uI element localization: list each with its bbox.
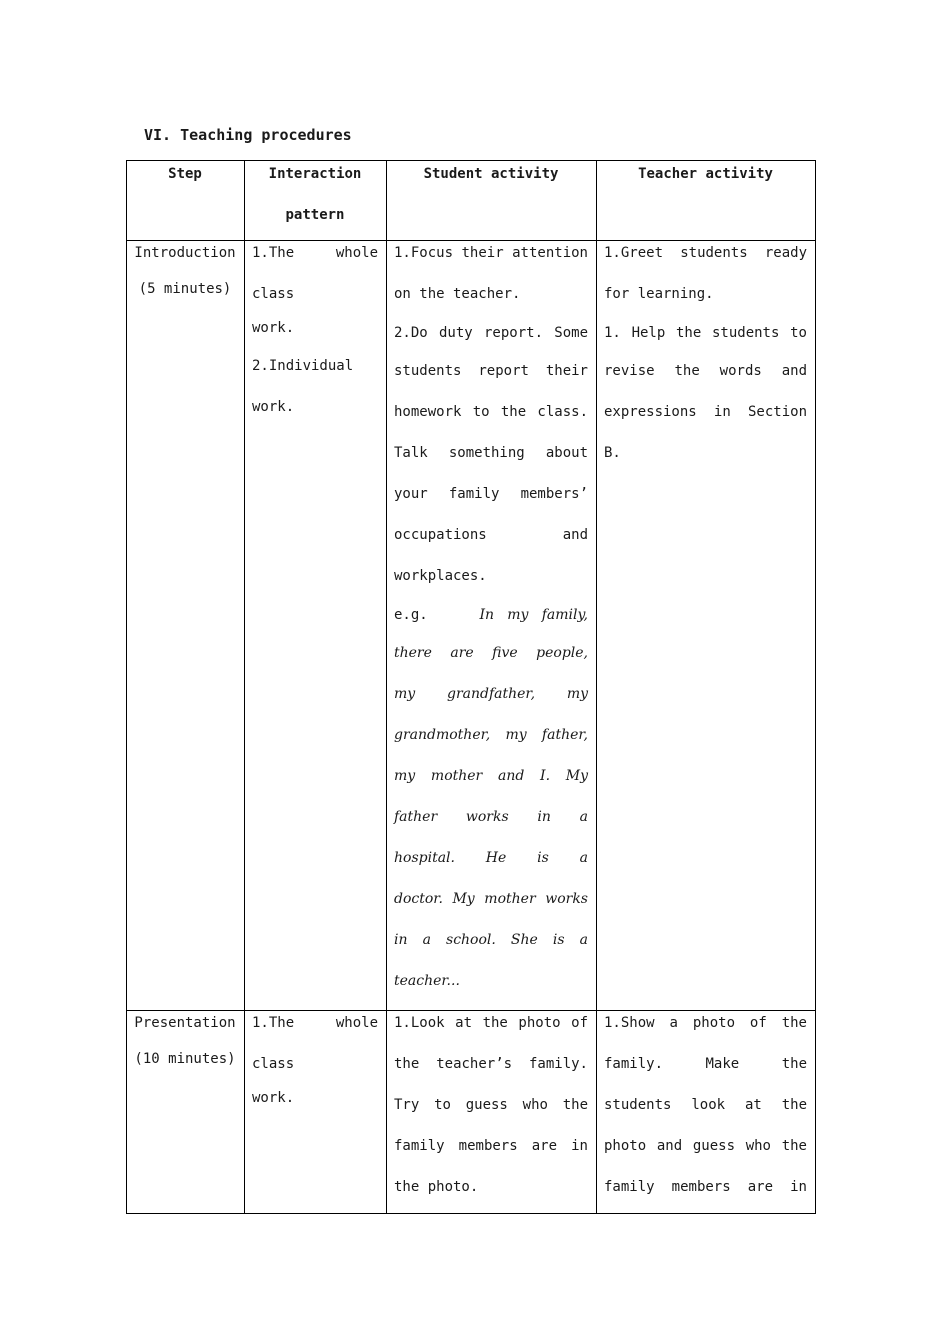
teacher-line: family members are in xyxy=(604,1179,807,1195)
table-row-presentation-interaction xyxy=(244,1003,386,1116)
teacher-line: students look at the xyxy=(604,1097,807,1113)
student-line: occupations and xyxy=(394,527,588,543)
example-line: in a school. She is a xyxy=(394,932,588,948)
table-row-introduction-teacher xyxy=(596,233,815,474)
teacher-line: revise the words and xyxy=(604,363,807,379)
teacher-line: 1. Help the students to xyxy=(604,325,807,341)
teaching-procedures-table xyxy=(126,160,816,1214)
header-teacher-label: Teacher activity xyxy=(638,166,773,182)
student-line: students report their xyxy=(394,363,588,379)
example-line: teacher... xyxy=(394,973,460,989)
student-line: homework to the class. xyxy=(394,404,588,420)
header-step-label: Step xyxy=(168,166,202,182)
example-text: In my family, xyxy=(479,607,588,623)
interaction-line: 1.The whole xyxy=(252,1015,378,1031)
example-marker: e.g. xyxy=(394,607,428,623)
teacher-line: family. Make the xyxy=(604,1056,807,1072)
example-first-line xyxy=(394,597,588,633)
header-student xyxy=(386,154,596,195)
table-row-presentation-step xyxy=(126,1005,244,1077)
student-line: the teacher’s family. xyxy=(394,1056,588,1072)
student-line: Talk something about xyxy=(394,445,588,461)
example-line: grandmother, my father, xyxy=(394,727,588,743)
student-line: Try to guess who the xyxy=(394,1097,588,1113)
student-line: on the teacher. xyxy=(394,286,521,302)
table-row-introduction-student xyxy=(386,233,596,1002)
interaction-line: work. xyxy=(252,399,295,415)
interaction-line: class xyxy=(252,286,295,302)
step-name: Introduction xyxy=(134,245,236,261)
header-step xyxy=(126,154,244,195)
student-line: workplaces. xyxy=(394,568,487,584)
interaction-line: 2.Individual xyxy=(252,358,354,374)
student-line: 1.Look at the photo of xyxy=(394,1015,588,1031)
header-interaction-line1: Interaction xyxy=(268,166,362,182)
example-line: my grandfather, my xyxy=(394,686,588,702)
step-name: Presentation xyxy=(134,1015,236,1031)
teacher-line: for learning. xyxy=(604,286,714,302)
header-student-label: Student activity xyxy=(423,166,559,182)
interaction-line: class xyxy=(252,1056,295,1072)
teacher-line: B. xyxy=(604,445,621,461)
student-line: 1.Focus their attention xyxy=(394,245,588,261)
step-duration: (10 minutes) xyxy=(134,1051,236,1067)
table-border-bottom xyxy=(126,1213,816,1214)
interaction-line: 1.The whole xyxy=(252,245,378,261)
table-row-introduction-step xyxy=(126,235,244,307)
table-row-presentation-teacher xyxy=(596,1003,815,1208)
example-line: hospital. He is a xyxy=(394,850,588,866)
header-interaction-line2: pattern xyxy=(285,207,345,223)
student-line: your family members’ xyxy=(394,486,588,502)
table-border-right xyxy=(815,160,816,1214)
example-line: there are five people, xyxy=(394,645,588,661)
interaction-line: work. xyxy=(252,1090,295,1106)
example-line: father works in a xyxy=(394,809,588,825)
student-line: 2.Do duty report. Some xyxy=(394,325,588,341)
interaction-line: work. xyxy=(252,320,295,336)
step-duration: (5 minutes) xyxy=(138,281,232,297)
example-line: doctor. My mother works xyxy=(394,891,588,907)
table-row-presentation-student xyxy=(386,1003,596,1208)
student-line: the photo. xyxy=(394,1179,479,1195)
table-row-introduction-interaction xyxy=(244,233,386,428)
teacher-line: 1.Show a photo of the xyxy=(604,1015,807,1031)
teacher-line: expressions in Section xyxy=(604,404,807,420)
teacher-line: 1.Greet students ready xyxy=(604,245,807,261)
header-teacher xyxy=(596,154,815,195)
student-line: family members are in xyxy=(394,1138,588,1154)
header-interaction xyxy=(244,154,386,236)
example-line: my mother and I. My xyxy=(394,768,588,784)
teacher-line: photo and guess who the xyxy=(604,1138,807,1154)
section-heading: VI. Teaching procedures xyxy=(144,126,352,144)
